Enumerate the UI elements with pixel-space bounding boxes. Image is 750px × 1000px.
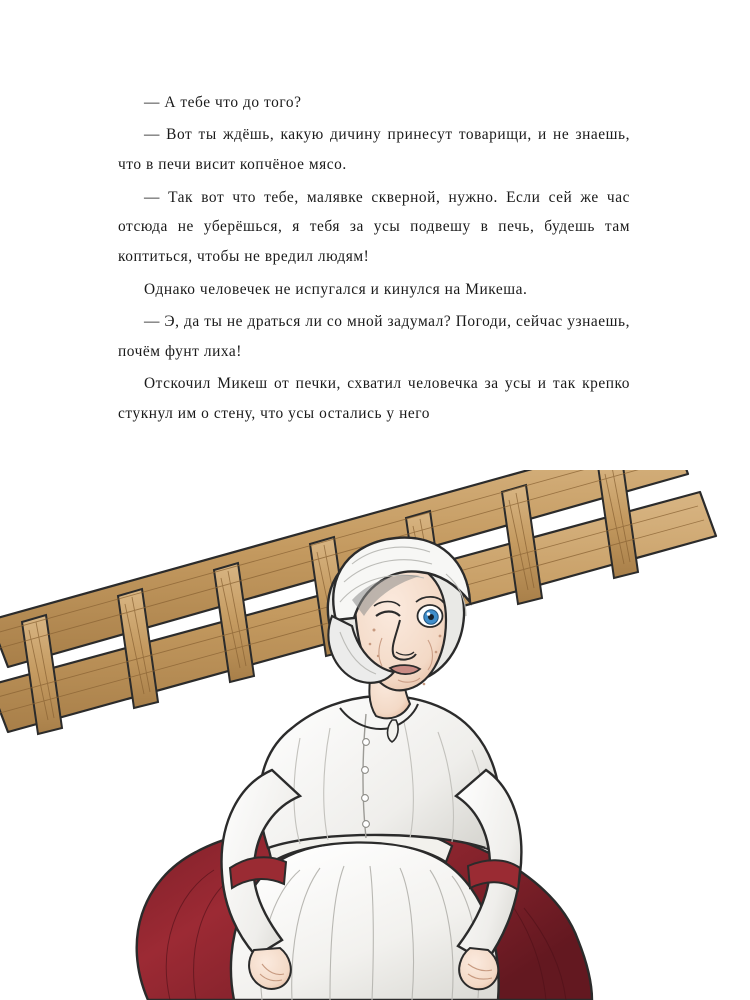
illustration (0, 470, 750, 1000)
paragraph: — Так вот что тебе, малявке скверной, нужно. Если сей же час отсюда не уберёшься, я тебя за усы подвешу в печь, будешь там коптиться, чтобы не вредил людям! (118, 188, 630, 266)
paragraph: Однако человечек не испугался и кинулся на Микеша. (144, 280, 528, 298)
paragraph: — Э, да ты не драться ли со мной задумал? Погоди, сейчас узнаешь, почём фунт лиха! (118, 313, 630, 360)
body-text (118, 88, 630, 429)
paragraph: — Вот ты ждёшь, какую дичину принесут товарищи, и не знаешь, что в печи висит копчёное мясо. (118, 126, 630, 174)
paragraph: Отскочил Микеш от печки, схватил человечка за усы и так крепко стукнул им о стену, что усы остались у него (118, 375, 630, 423)
paragraph: — А тебе что до того? (144, 94, 302, 111)
